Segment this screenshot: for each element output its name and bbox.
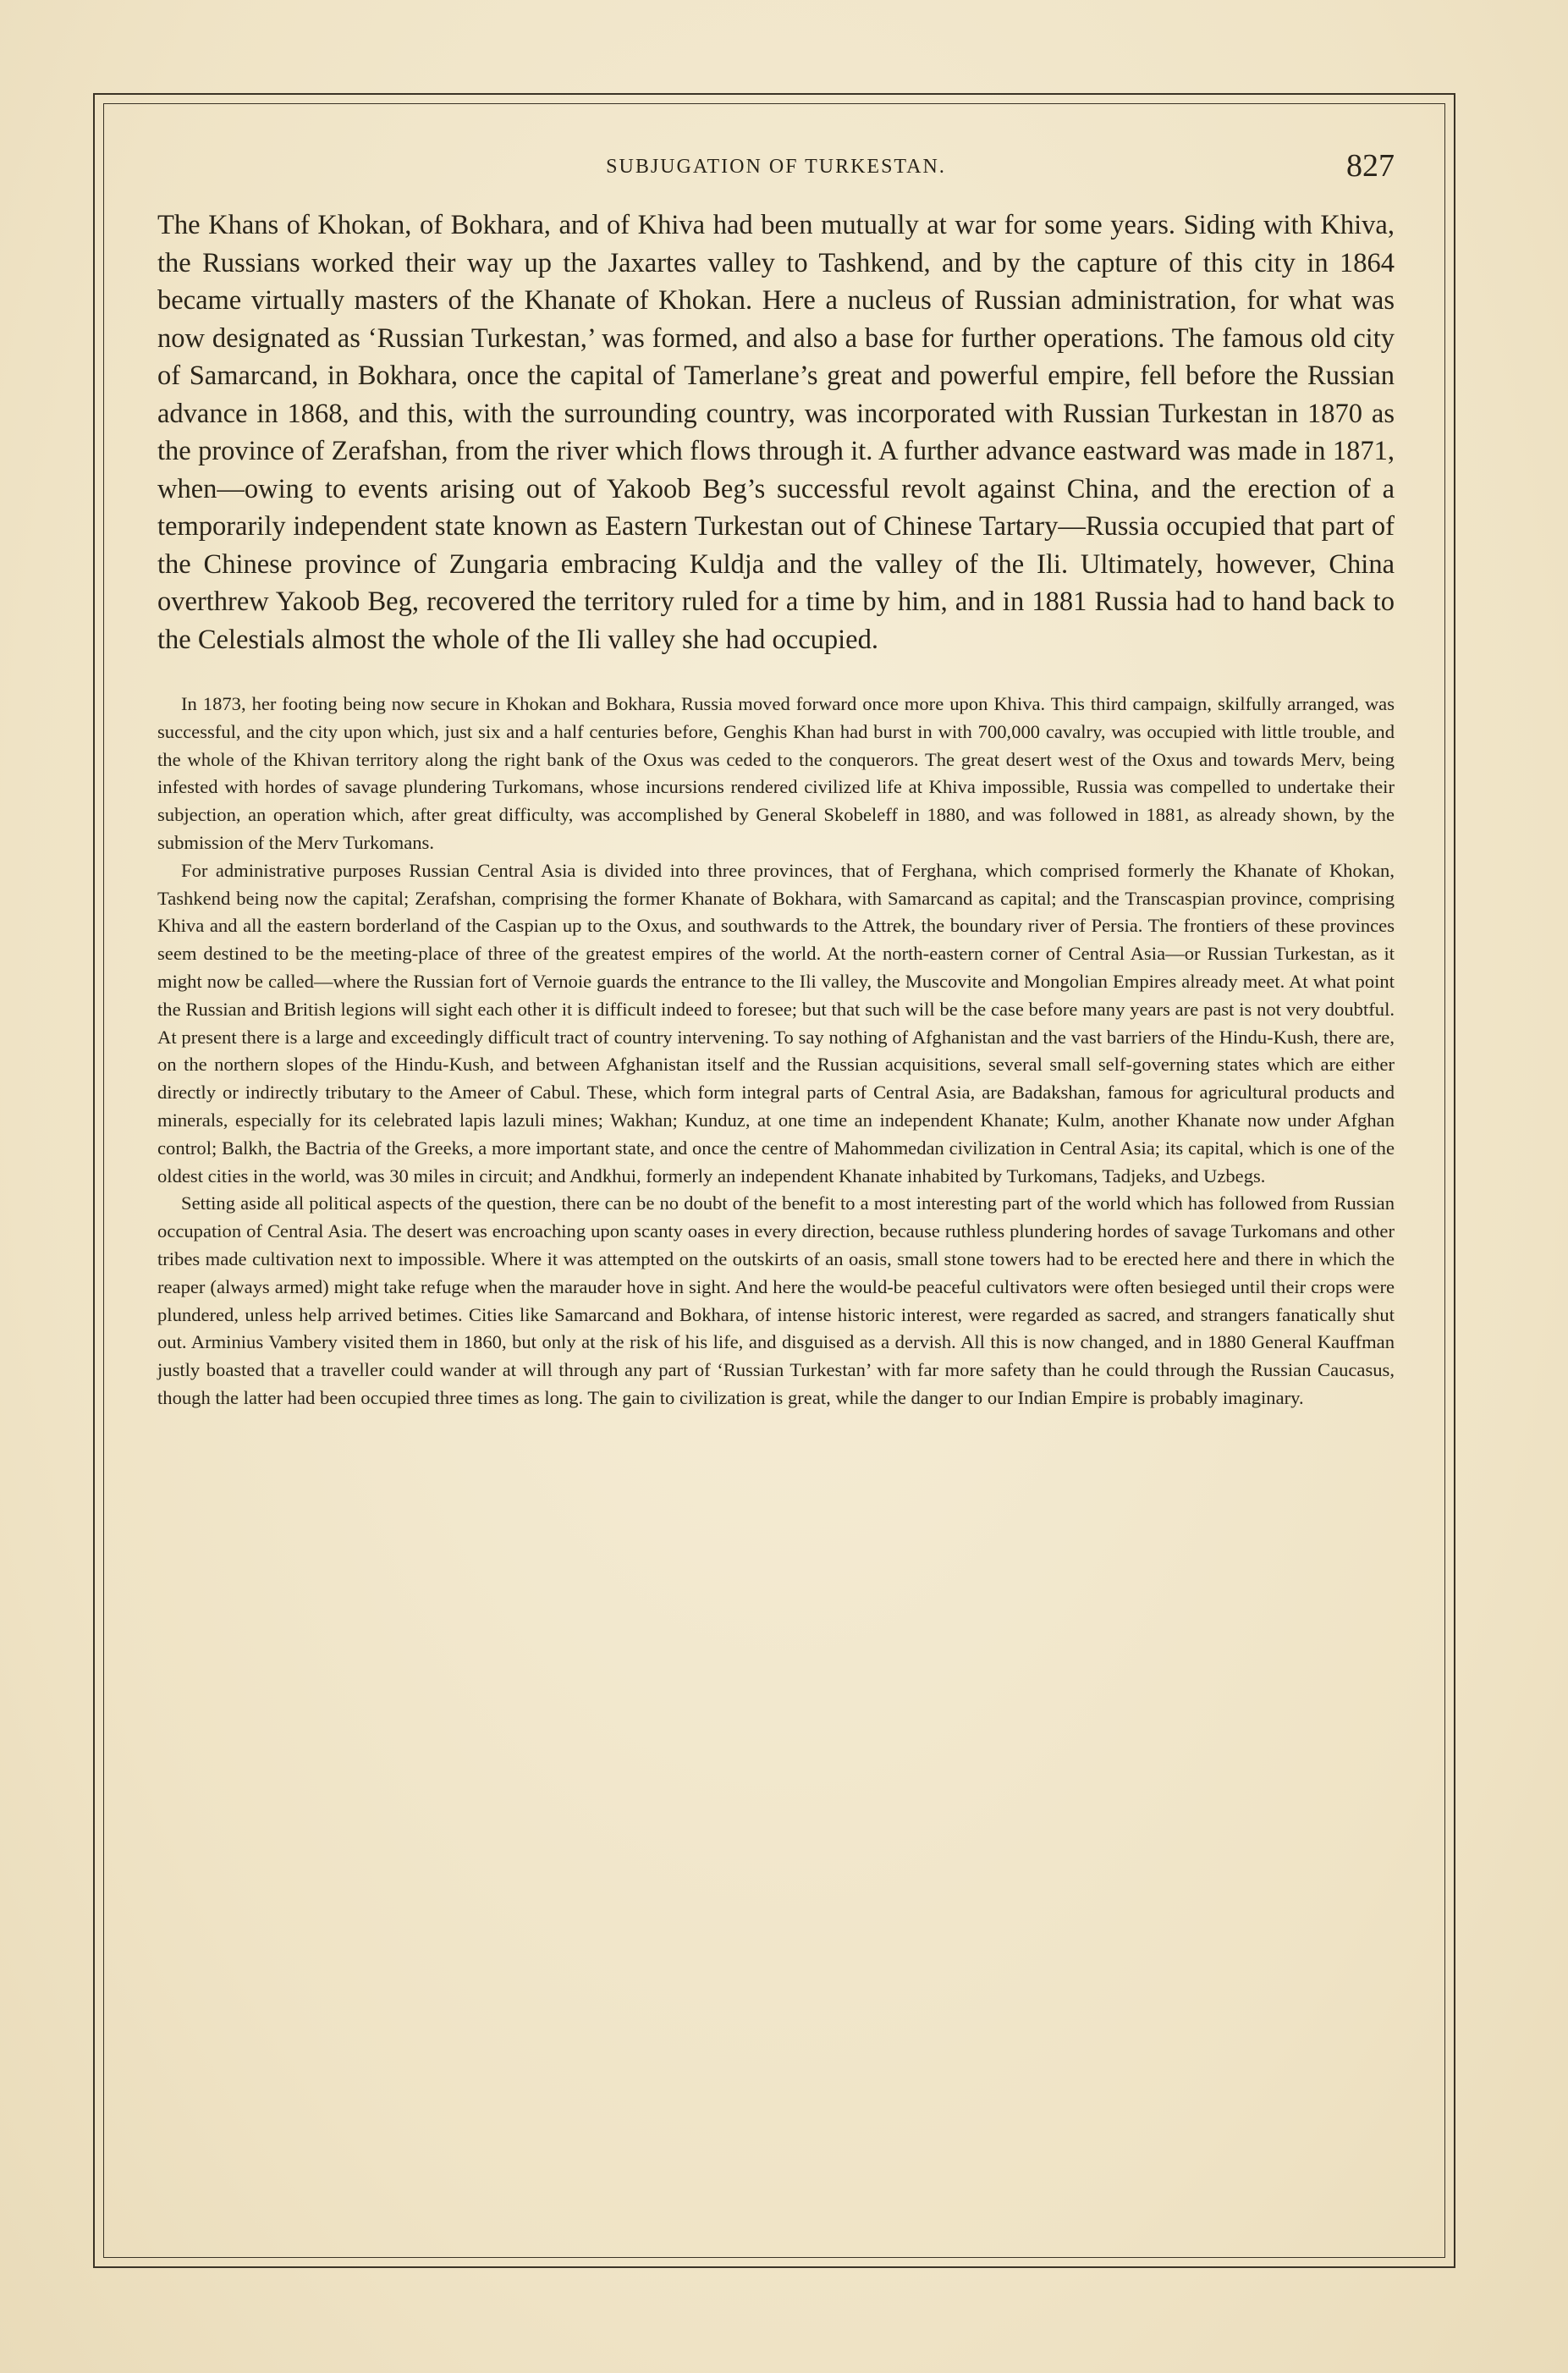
page-content (157, 144, 1395, 1412)
lead-paragraph: The Khans of Khokan, of Bokhara, and of Khiva had been mutually at war for some years. Siding with Khiva, the Russians worked their way up the Jaxartes valley to Tashkend, and by the capture of this city in 1864 became virtually masters of the Khanate of Khokan. Here a nucleus of Russian administration, for what was now designated as ‘Russian Turkestan,’ was formed, and also a base for further operations. The famous old city of Samarcand, in Bokhara, once the capital of Tamerlane’s great and powerful empire, fell before the Russian advance in 1868, and this, with the surrounding country, was incorporated with Russian Turkestan in 1870 as the province of Zerafshan, from the river which flows through it. A further advance eastward was made in 1871, when—owing to events arising out of Yakoob Beg’s successful revolt against China, and the erection of a temporarily independent state known as Eastern Turkestan out of Chinese Tartary—Russia occupied that part of the Chinese province of Zungaria embracing Kuldja and the valley of the Ili. Ultimately, however, China overthrew Yakoob Beg, recovered the territory ruled for a time by him, and in 1881 Russia had to hand back to the Celestials almost the whole of the Ili valley she had occupied. (157, 210, 1395, 655)
running-title: SUBJUGATION OF TURKESTAN. (606, 156, 946, 178)
small-paragraph-khiva: In 1873, her footing being now secure in Khokan and Bokhara, Russia moved forward once more upon Khiva. This third campaign, skilfully arranged, was successful, and the city upon which, just six and a half centuries before, Genghis Khan had burst in with 700,000 cavalry, was occupied with little trouble, and the whole of the Khivan territory along the right bank of the Oxus was ceded to the conquerors. The great desert west of the Oxus and towards Merv, being infested with hordes of savage plundering Turkomans, whose incursions rendered civilized life at Khiva impossible, Russia was compelled to undertake their subjection, an operation which, after great difficulty, was accomplished by General Skobeleff in 1880, and was followed in 1881, as already shown, by the submission of the Merv Turkomans. (157, 693, 1395, 853)
small-paragraph-provinces: For administrative purposes Russian Central Asia is divided into three provinces, that of Ferghana, which comprised formerly the Khanate of Khokan, Tashkend being now the capital; Zerafshan, comprising the former Khanate of Bokhara, with Samarcand as capital; and the Transcaspian province, comprising Khiva and all the eastern borderland of the Caspian up to the Oxus, and southwards to the Attrek, the boundary river of Persia. The frontiers of these provinces seem destined to be the meeting-place of three of the greatest empires of the world. At the north-eastern corner of Central Asia—or Russian Turkestan, as it might now be called—where the Russian fort of Vernoie guards the entrance to the Ili valley, the Muscovite and Mongolian Empires already meet. At what point the Russian and British legions will sight each other it is difficult indeed to foresee; but that such will be the case before many years are past is not very doubtful. At present there is a large and exceedingly difficult tract of country intervening. To say nothing of Afghanistan and the vast barriers of the Hindu-Kush, there are, on the northern slopes of the Hindu-Kush, and between Afghanistan itself and the Russian acquisitions, several small self-governing states which are either directly or indirectly tributary to the Ameer of Cabul. These, which form integral parts of Central Asia, are Badakshan, famous for agricultural products and minerals, especially for its celebrated lapis lazuli mines; Wakhan; Kunduz, at one time an independent Khanate; Kulm, another Khanate now under Afghan control; Balkh, the Bactria of the Greeks, a more important state, and once the centre of Mahommedan civilization in Central Asia; its capital, which is one of the oldest cities in the world, was 30 miles in circuit; and Andkhui, formerly an independent Khanate inhabited by Turkomans, Tadjeks, and Uzbegs. (157, 859, 1395, 1186)
running-header (157, 144, 1395, 195)
page-number: 827 (1346, 148, 1395, 184)
small-print-section (157, 691, 1395, 1412)
small-paragraph-benefits: Setting aside all political aspects of the question, there can be no doubt of the benefit to a most interesting part of the world which has followed from Russian occupation of Central Asia. The desert was encroaching upon scanty oases in every direction, because ruthless plundering hordes of savage Turkomans and other tribes made cultivation next to impossible. Where it was attempted on the outskirts of an oasis, small stone towers had to be erected here and there in which the reaper (always armed) might take refuge when the marauder hove in sight. And here the would-be peaceful cultivators were often besieged until their crops were plundered, unless help arrived betimes. Cities like Samarcand and Bokhara, of intense historic interest, were regarded as sacred, and strangers fanatically shut out. Arminius Vambery visited them in 1860, but only at the risk of his life, and disguised as a dervish. All this is now changed, and in 1880 General Kauffman justly boasted that a traveller could wander at will through any part of ‘Russian Turkestan’ with far more safety than he could through the Russian Caucasus, though the latter had been occupied three times as long. The gain to civilization is great, while the danger to our Indian Empire is probably imaginary. (157, 1192, 1395, 1408)
